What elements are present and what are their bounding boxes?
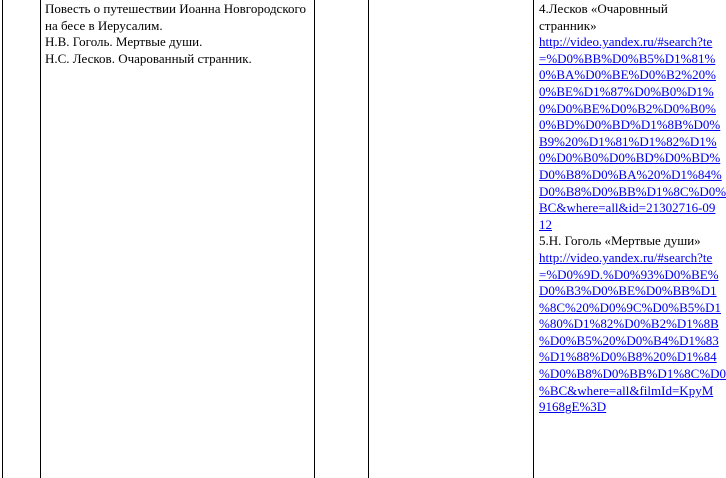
text-line: Н.С. Лесков. Очарованный странник.: [45, 50, 252, 66]
link-line[interactable]: 12: [539, 216, 552, 232]
video-link-leskov[interactable]: [539, 34, 726, 233]
link-line[interactable]: 0%D0%B0%D0%BD%D0%BD%: [539, 150, 721, 166]
text-line: на бесе в Иерусалим.: [45, 17, 163, 33]
link-line[interactable]: %D0%B5%20%D0%B4%D1%83: [539, 332, 719, 348]
link-line[interactable]: 0%D0%BE%D0%B2%D0%B0%: [539, 100, 716, 116]
link-line[interactable]: %8C%20%D0%9C%D0%B5%D1: [539, 299, 721, 315]
table-border-col2: [314, 0, 315, 478]
link-line[interactable]: http://video.yandex.ru/#search?te: [539, 249, 713, 265]
resource-title: 4.Лесков «Очаровнный: [539, 1, 668, 16]
table-border-col3: [368, 0, 369, 478]
link-line[interactable]: 0%BE%D1%87%D0%B0%D1%: [539, 83, 714, 99]
link-line[interactable]: D0%B3%D0%BE%D0%BB%D1: [539, 283, 717, 299]
link-line[interactable]: %BC&where=all&filmId=KpyM: [539, 382, 714, 398]
link-line[interactable]: =%D0%9D.%D0%93%D0%BE%: [539, 266, 719, 282]
literature-cell: [45, 1, 307, 67]
link-line[interactable]: D0%B8%D0%BA%20%D1%84%: [539, 166, 722, 182]
link-line[interactable]: B9%20%D1%81%D1%82%D1%: [539, 133, 717, 149]
link-line[interactable]: %D0%B8%D0%BB%D1%8C%D0: [539, 366, 726, 382]
video-resources-cell: [539, 1, 726, 416]
text-line: Н.В. Гоголь. Мертвые души.: [45, 34, 203, 50]
resource-title: 5.Н. Гоголь «Мертвые души»: [539, 233, 701, 249]
link-line[interactable]: 0%BA%D0%BE%D0%B2%20%: [539, 67, 716, 83]
link-line[interactable]: 0%BD%D0%BD%D1%8B%D0%: [539, 117, 721, 133]
link-line[interactable]: D0%B8%D0%BB%D1%8C%D0%: [539, 183, 726, 199]
link-line[interactable]: =%D0%BB%D0%B5%D1%81%: [539, 50, 716, 66]
resource-entry-gogol: [539, 233, 726, 416]
link-line[interactable]: %80%D1%82%D0%B2%D1%8B: [539, 316, 719, 332]
link-line[interactable]: http://video.yandex.ru/#search?te: [539, 34, 713, 50]
table-border-left: [2, 0, 3, 478]
link-line[interactable]: 9168gE%3D: [539, 399, 607, 415]
text-line: Повесть о путешествии Иоанна Новгородского: [45, 1, 306, 16]
table-border-col4: [533, 0, 534, 478]
resource-entry-leskov: [539, 1, 726, 233]
link-line[interactable]: BC&where=all&id=21302716-09: [539, 200, 716, 216]
link-line[interactable]: %D1%88%D0%B8%20%D1%84: [539, 349, 717, 365]
resource-title: странник»: [539, 17, 597, 33]
table-border-col1: [40, 0, 41, 478]
video-link-gogol[interactable]: [539, 249, 726, 416]
